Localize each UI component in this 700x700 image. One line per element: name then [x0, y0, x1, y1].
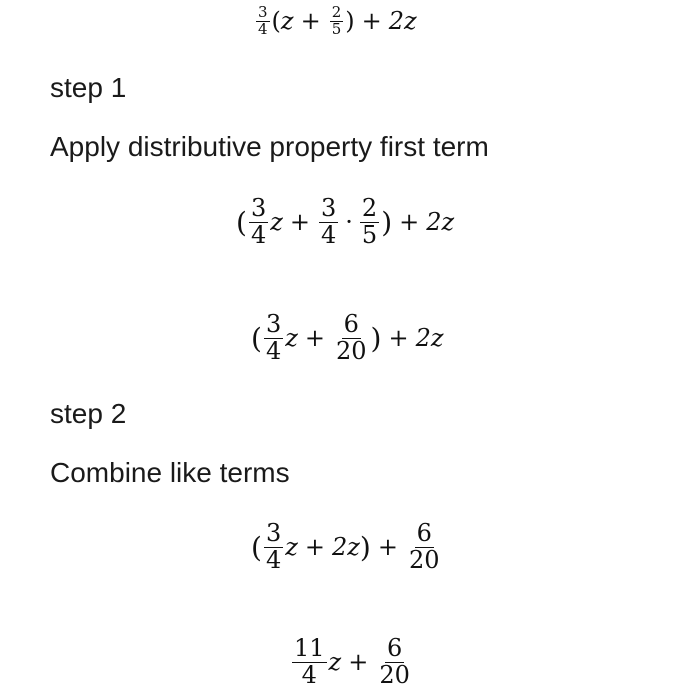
denominator: 5 [331, 19, 342, 38]
fraction [292, 636, 327, 687]
plus-sign: + [361, 7, 382, 35]
variable-z: z [285, 324, 298, 352]
fraction [407, 521, 442, 572]
open-paren: ( [251, 321, 262, 355]
fraction [377, 636, 412, 687]
denominator: 4 [250, 220, 267, 249]
step-2-description: Combine like terms [50, 457, 290, 488]
denominator: 4 [301, 660, 317, 689]
denominator: 20 [335, 336, 367, 365]
denominator: 4 [258, 19, 268, 38]
plus-sign: + [377, 533, 398, 561]
close-paren: ) [381, 205, 393, 239]
numerator: 6 [343, 310, 359, 339]
denominator: 20 [408, 545, 440, 574]
plus-sign: + [300, 7, 321, 35]
plus-sign: + [289, 208, 310, 236]
variable-z: z [285, 533, 298, 561]
numerator: 2 [331, 2, 342, 21]
variable-z: z [328, 648, 342, 676]
denominator: 4 [320, 220, 337, 249]
fraction-two-fifths [330, 2, 344, 38]
step-2-equation-1 [251, 515, 444, 579]
denominator: 5 [361, 220, 378, 249]
step-1-equation-2 [251, 306, 444, 370]
term-2z: 2z [426, 208, 455, 236]
numerator: 11 [294, 634, 325, 663]
numerator: 2 [361, 194, 378, 223]
fraction [360, 196, 379, 247]
fraction [264, 521, 283, 572]
plus-sign: + [304, 324, 325, 352]
open-paren: ( [236, 205, 247, 239]
open-paren: ( [271, 7, 281, 35]
numerator: 6 [386, 634, 403, 663]
variable-z: z [280, 7, 294, 35]
term-2z: 2z [388, 7, 417, 35]
numerator: 3 [265, 519, 282, 548]
close-paren: ) [370, 321, 382, 355]
plus-sign: + [399, 208, 420, 236]
plus-sign: + [304, 533, 325, 561]
variable-z: z [270, 208, 283, 236]
denominator: 4 [265, 545, 282, 574]
term-2z: 2z [415, 324, 444, 352]
denominator: 4 [265, 336, 282, 365]
fraction-three-fourths [256, 2, 270, 38]
plus-sign: + [348, 648, 369, 676]
step-2-heading: step 2 [50, 398, 127, 429]
step-2-equation-2 [290, 630, 414, 694]
numerator: 6 [416, 519, 432, 548]
fraction [319, 196, 338, 247]
step-1-equation-1 [236, 190, 454, 254]
close-paren: ) [345, 7, 355, 35]
multiply-dot: · [345, 208, 353, 236]
fraction [249, 196, 268, 247]
term-2z: 2z [331, 533, 360, 561]
fraction [264, 312, 283, 363]
numerator: 3 [320, 194, 337, 223]
step-1-description: Apply distributive property first term [50, 131, 489, 162]
original-expression [254, 4, 417, 38]
step-1-heading: step 1 [50, 72, 127, 103]
open-paren: ( [251, 530, 262, 564]
plus-sign: + [388, 324, 409, 352]
fraction [334, 312, 369, 363]
numerator: 3 [265, 310, 282, 339]
denominator: 20 [379, 660, 410, 689]
numerator: 3 [250, 194, 267, 223]
close-paren: ) [359, 530, 371, 564]
numerator: 3 [258, 2, 268, 21]
